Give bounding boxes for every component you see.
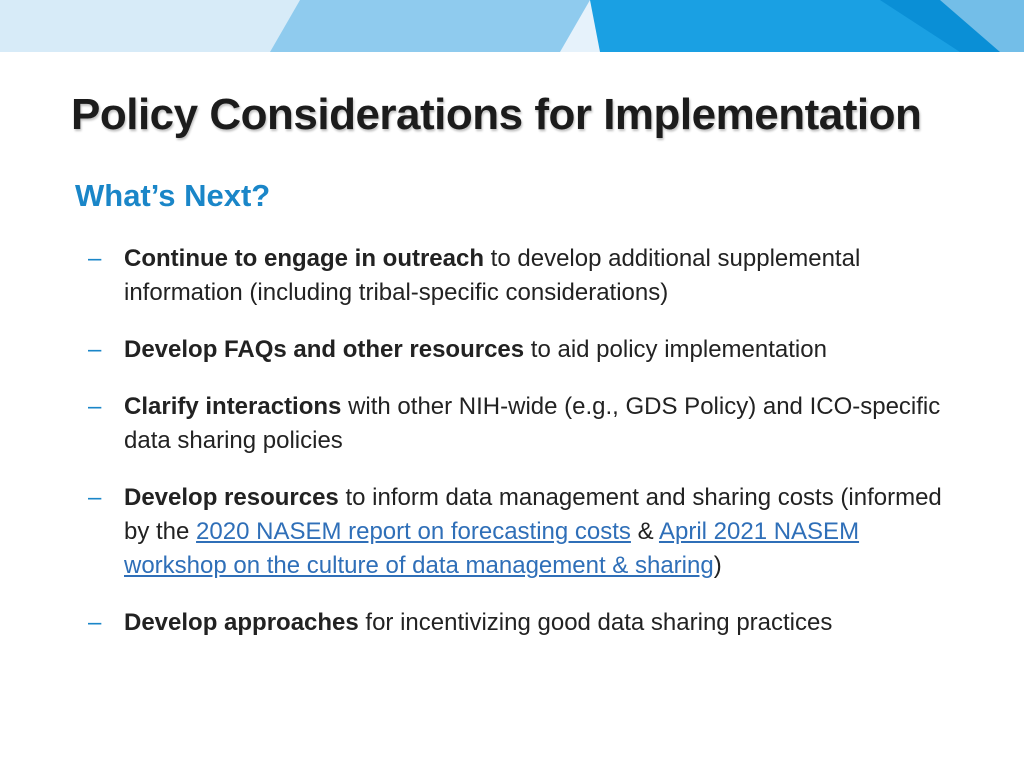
bullet-item <box>88 390 958 458</box>
dash-marker: – <box>88 484 102 511</box>
dash-marker: – <box>88 393 102 420</box>
bullet-list <box>88 242 958 663</box>
bullet-text: & <box>630 518 659 545</box>
bullet-text: to aid policy implementation <box>524 336 827 363</box>
bullet-lead: Continue to engage in outreach <box>124 245 485 272</box>
nasem-workshop-link[interactable]: April 2021 NASEM workshop on the culture of data management & sharing <box>124 518 860 579</box>
banner-segment-mid <box>270 0 590 52</box>
bullet-item <box>88 333 958 367</box>
bullet-text: ) <box>713 552 722 579</box>
dash-marker: – <box>88 609 102 636</box>
header-banner <box>0 0 1024 52</box>
dash-marker: – <box>88 245 102 272</box>
bullet-text: to develop additional supplemental information (including tribal-specific considerations) <box>124 245 861 306</box>
bullet-text: with other NIH-wide (e.g., GDS Policy) and ICO-specific data sharing policies <box>124 393 941 454</box>
slide-title: Policy Considerations for Implementation <box>71 90 922 139</box>
bullet-text: to inform data management and sharing costs (informed by the <box>124 484 942 545</box>
banner-segment-light <box>0 0 300 52</box>
nasem-report-link[interactable]: 2020 NASEM report on forecasting costs <box>196 518 631 545</box>
bullet-lead: Develop approaches <box>124 609 359 636</box>
slide-subtitle: What’s Next? <box>75 178 271 213</box>
bullet-lead: Develop resources <box>124 484 339 511</box>
bullet-lead: Clarify interactions <box>124 393 342 420</box>
dash-marker: – <box>88 336 102 363</box>
bullet-lead: Develop FAQs and other resources <box>124 336 525 363</box>
bullet-item <box>88 481 958 583</box>
bullet-item <box>88 242 958 310</box>
bullet-item <box>88 606 958 640</box>
bullet-text: for incentivizing good data sharing practices <box>358 609 833 636</box>
